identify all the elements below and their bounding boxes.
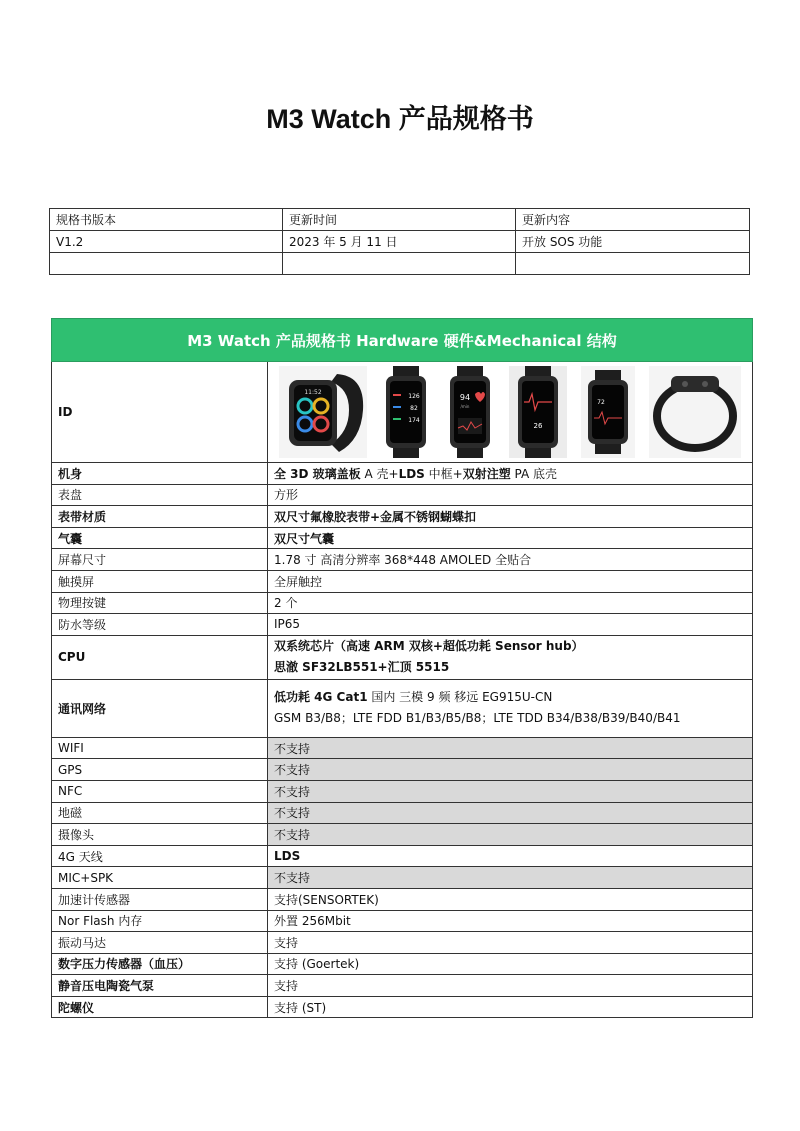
spec-label: 静音压电陶瓷气泵 — [52, 975, 268, 997]
spec-label: 振动马达 — [52, 932, 268, 954]
spec-label: 4G 天线 — [52, 845, 268, 867]
spec-value-line: GSM B3/B8；LTE FDD B1/B3/B5/B8；LTE TDD B34/B38/B39/B40/B41 — [274, 711, 681, 726]
spec-label: Nor Flash 内存 — [52, 910, 268, 932]
spec-label: MIC+SPK — [52, 867, 268, 889]
spec-value-line: 低功耗 4G Cat1 国内 三模 9 频 移远 EG915U-CN — [274, 690, 553, 705]
product-images — [268, 362, 753, 463]
spec-label: CPU — [52, 635, 268, 679]
spec-row — [52, 570, 753, 592]
spec-label: 摄像头 — [52, 824, 268, 846]
spec-value: 不支持 — [268, 737, 753, 759]
spec-row — [52, 635, 753, 679]
spec-row — [52, 463, 753, 485]
update-time-header-cell: 更新时间 — [283, 209, 516, 231]
watch-image-5 — [581, 366, 635, 458]
spec-value-line: 双系统芯片（高速 ARM 双核+超低功耗 Sensor hub） — [274, 639, 584, 654]
document-title: M3 Watch 产品规格书 — [266, 104, 534, 134]
watch-image-3 — [445, 366, 495, 458]
spec-row — [52, 679, 753, 737]
spec-row — [52, 910, 753, 932]
spec-row — [52, 867, 753, 889]
spec-label: NFC — [52, 780, 268, 802]
spec-label: 数字压力传感器（血压） — [52, 953, 268, 975]
spec-header: M3 Watch 产品规格书 Hardware 硬件&Mechanical 结构 — [52, 319, 753, 362]
spec-label: 表盘 — [52, 484, 268, 506]
spec-label: 通讯网络 — [52, 679, 268, 737]
spec-value: 不支持 — [268, 802, 753, 824]
spec-label: 地磁 — [52, 802, 268, 824]
update-time-cell: 2023 年 5 月 11 日 — [283, 231, 516, 253]
spec-row — [52, 824, 753, 846]
spec-value: 双尺寸氟橡胶表带+金属不锈钢蝴蝶扣 — [268, 506, 753, 528]
spec-label: 触摸屏 — [52, 570, 268, 592]
watch-image-5-screen-line: 72 — [597, 399, 605, 406]
spec-row — [52, 527, 753, 549]
spec-label: WIFI — [52, 737, 268, 759]
watch-image-3-screen-line: /min — [460, 404, 470, 409]
version-empty-row — [50, 253, 750, 275]
empty-cell — [283, 253, 516, 275]
spec-value: 方形 — [268, 484, 753, 506]
update-content-header-cell: 更新内容 — [516, 209, 750, 231]
spec-value-part: 全 3D 玻璃盖板 — [274, 466, 361, 481]
watch-image-1 — [279, 366, 367, 458]
spec-label: 表带材质 — [52, 506, 268, 528]
spec-label: 物理按键 — [52, 592, 268, 614]
watch-image-6 — [649, 366, 741, 458]
spec-row — [52, 975, 753, 997]
spec-row — [52, 888, 753, 910]
spec-row — [52, 484, 753, 506]
spec-row-id — [52, 362, 753, 463]
spec-value: 1.78 寸 高清分辨率 368*448 AMOLED 全贴合 — [268, 549, 753, 571]
spec-row — [52, 802, 753, 824]
spec-row — [52, 953, 753, 975]
spec-value: LDS — [268, 845, 753, 867]
spec-label: 屏幕尺寸 — [52, 549, 268, 571]
spec-label: 机身 — [52, 463, 268, 485]
spec-value: 不支持 — [268, 824, 753, 846]
watch-image-4-screen-line: 26 — [533, 422, 543, 430]
spec-value: 全 3D 玻璃盖板 A 壳+LDS 中框+双射注塑 PA 底壳 — [268, 463, 753, 485]
watch-image-3-screen-line: 94 — [459, 393, 471, 402]
spec-row — [52, 549, 753, 571]
spec-row — [52, 614, 753, 636]
spec-value: 支持 (ST) — [268, 996, 753, 1018]
empty-cell — [50, 253, 283, 275]
spec-value: 不支持 — [268, 759, 753, 781]
spec-value — [268, 679, 753, 737]
spec-value-part: 双射注塑 — [462, 466, 511, 481]
version-cell: V1.2 — [50, 231, 283, 253]
spec-label-id: ID — [52, 362, 268, 463]
watch-image-2-screen-line: 126 — [408, 393, 420, 400]
watch-image-2-screen-line: 82 — [410, 405, 418, 412]
watch-image-2-screen-line: 174 — [408, 417, 420, 424]
spec-value: 外置 256Mbit — [268, 910, 753, 932]
spec-label: 加速计传感器 — [52, 888, 268, 910]
spec-value: 支持 — [268, 975, 753, 997]
spec-value: 不支持 — [268, 867, 753, 889]
version-header-cell: 规格书版本 — [50, 209, 283, 231]
spec-value-line: 思澈 SF32LB551+汇顶 5515 — [274, 660, 450, 675]
spec-row — [52, 737, 753, 759]
spec-label: 陀螺仪 — [52, 996, 268, 1018]
spec-table — [51, 318, 753, 1018]
spec-value: 支持(SENSORTEK) — [268, 888, 753, 910]
version-table — [49, 208, 750, 275]
update-content-cell: 开放 SOS 功能 — [516, 231, 750, 253]
spec-label: GPS — [52, 759, 268, 781]
spec-row — [52, 932, 753, 954]
spec-value-part: LDS — [398, 466, 425, 481]
spec-value: 不支持 — [268, 780, 753, 802]
watch-image-1-screen-line: 11:52 — [304, 389, 322, 396]
spec-header-row — [52, 319, 753, 362]
version-header-row — [50, 209, 750, 231]
spec-row — [52, 759, 753, 781]
spec-label: 气囊 — [52, 527, 268, 549]
spec-value: 支持 — [268, 932, 753, 954]
spec-value-part: 低功耗 4G Cat1 — [274, 690, 368, 705]
spec-value: 支持 (Goertek) — [268, 953, 753, 975]
spec-row — [52, 506, 753, 528]
spec-row — [52, 780, 753, 802]
spec-value — [268, 635, 753, 679]
spec-value: 双尺寸气囊 — [268, 527, 753, 549]
empty-cell — [516, 253, 750, 275]
spec-value: IP65 — [268, 614, 753, 636]
version-row — [50, 231, 750, 253]
spec-row — [52, 592, 753, 614]
spec-label: 防水等级 — [52, 614, 268, 636]
watch-image-4 — [509, 366, 567, 458]
spec-row — [52, 996, 753, 1018]
watch-image-2 — [381, 366, 431, 458]
spec-value: 全屏触控 — [268, 570, 753, 592]
spec-row — [52, 845, 753, 867]
spec-value: 2 个 — [268, 592, 753, 614]
